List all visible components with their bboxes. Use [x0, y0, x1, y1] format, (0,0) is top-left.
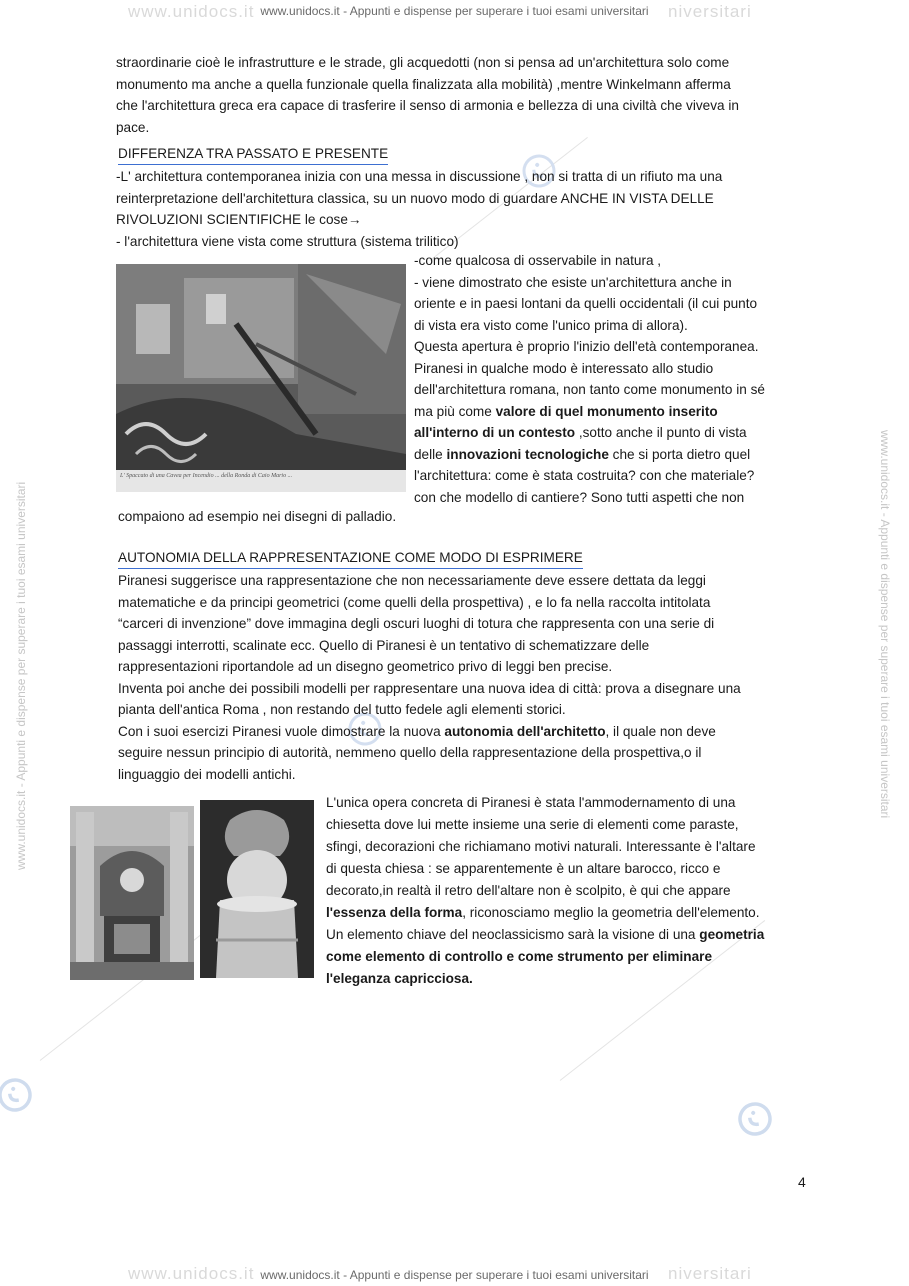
section1-paragraph	[116, 166, 806, 252]
text-line: L'unica opera concreta di Piranesi è stata l'ammodernamento di una	[326, 795, 736, 810]
bold-phrase: valore di quel monumento inserito	[495, 403, 718, 419]
text-line: chiesetta dove lui mette insieme una serie di elementi come paraste,	[326, 817, 739, 832]
bold-phrase: geometria	[699, 927, 765, 942]
text-line: rappresentazioni riportandole ad un disegno geometrico privo di leggi ben precise.	[118, 659, 613, 674]
text-run: Un elemento chiave del neoclassicismo sarà la visione di una	[326, 927, 700, 942]
text-line: Inventa poi anche dei possibili modelli per rappresentare una nuova idea di città: prova a disegnare una	[118, 680, 741, 696]
text-line: compaiono ad esempio nei disegni di palladio.	[118, 509, 397, 524]
text-line: di vista era visto come l'unico prima di allora).	[414, 317, 688, 333]
watermark-logo-icon	[0, 1069, 41, 1122]
altar-front-photo	[70, 806, 194, 980]
text-run: delle	[414, 446, 447, 462]
section2-paragraph	[118, 570, 808, 785]
text-line	[118, 721, 808, 743]
text-line: dell'architettura romana, non tanto come monumento in sé	[414, 382, 765, 397]
text-line: -come qualcosa di osservabile in natura ,	[414, 253, 662, 268]
watermark-right: www.unidocs.it - Appunti e dispense per superare i tuoi esami universitari	[878, 430, 892, 819]
text-line: Questa apertura è proprio l'inizio dell'età contemporanea.	[414, 339, 759, 354]
text-line	[326, 924, 810, 946]
text-line: che l'architettura greca era capace di trasferire il senso di armonia e bellezza di una civiltà che viveva in	[116, 98, 739, 113]
bold-phrase: come elemento di controllo e come strumento per eliminare	[326, 949, 713, 964]
text-run: ,sotto anche il punto di vista	[575, 425, 747, 440]
altar-back-photo	[200, 800, 314, 978]
text-line: RIVOLUZIONI SCIENTIFICHE le cose→	[116, 212, 362, 227]
text-line: con che modello di cantiere? Sono tutti aspetti che non	[414, 489, 745, 505]
text-line: -L' architettura contemporanea inizia con una messa in discussione , non si tratta di un rifiuto ma una	[116, 169, 723, 184]
ghost-watermark-bottom-left: www.unidocs.it	[128, 1264, 255, 1283]
text-line: decorato,in realtà il retro dell'altare non è scolpito, è qui che appare	[326, 883, 731, 898]
watermark-left: www.unidocs.it - Appunti e dispense per superare i tuoi esami universitari	[14, 481, 28, 870]
text-line	[414, 401, 806, 423]
text-run: , riconosciamo meglio la geometria dell'elemento.	[462, 905, 760, 920]
text-line: - l'architettura viene vista come struttura (sistema trilitico)	[116, 233, 459, 249]
text-line	[326, 968, 810, 990]
page-number: 4	[798, 1174, 806, 1190]
ghost-watermark-bottom-right: niversitari	[668, 1264, 752, 1283]
text-line	[326, 902, 810, 924]
text-line: sfingi, decorazioni che richiamano motivi naturali. Interessante è l'altare	[326, 839, 756, 854]
text-line: Piranesi suggerisce una rappresentazione che non necessariamente deve essere dettata da leggi	[118, 573, 706, 588]
text-line: pace.	[116, 119, 150, 135]
bold-phrase: l'eleganza capricciosa.	[326, 971, 473, 986]
text-line: monumento ma anche a quella funzionale quella finalizzata alla mobilità) ,mentre Winkelmann afferma	[116, 76, 731, 92]
text-run: Con i suoi esercizi Piranesi vuole dimostrare la nuova	[118, 723, 445, 739]
piranesi-engraving-image	[116, 264, 406, 492]
bold-phrase: autonomia dell'architetto	[444, 723, 606, 739]
text-line: di questa chiesa : se apparentemente è un altare barocco, ricco e	[326, 861, 721, 876]
bold-phrase: innovazioni tecnologiche	[446, 446, 609, 462]
section-heading-autonomia: AUTONOMIA DELLA RAPPRESENTAZIONE COME MODO DI ESPRIMERE	[118, 548, 583, 569]
text-run: che si porta dietro quel	[608, 446, 751, 462]
text-line: l'architettura: come è stata costruita? con che materiale?	[414, 468, 755, 483]
bold-phrase: l'essenza della forma	[326, 905, 463, 920]
section-heading-differenza: DIFFERENZA TRA PASSATO E PRESENTE	[118, 144, 388, 165]
text-line: oriente e in paesi lontani da quelli occidentali (il cui punto	[414, 296, 758, 311]
text-line	[414, 422, 806, 444]
section1-after-line	[118, 506, 808, 528]
text-run: , il quale non deve	[605, 723, 716, 739]
text-line: “carceri di invenzione” dove immagina degli oscuri luoghi di totura che rappresenta con una serie di	[118, 616, 715, 631]
engraving-caption: L' Spaccato di una Cavea per Incendio ... della Ronda di Caio Mario ...	[120, 473, 293, 479]
section1-side-text	[414, 250, 806, 508]
watermark-logo-icon	[729, 1093, 782, 1146]
text-line	[414, 444, 806, 466]
text-line: seguire nessun principio di autorità, nemmeno quello della rappresentazione della prospettiva,o il	[118, 745, 702, 760]
watermark-top: www.unidocs.it - Appunti e dispense per superare i tuoi esami universitari	[260, 4, 649, 18]
intro-paragraph	[116, 52, 806, 138]
watermark-bottom: www.unidocs.it - Appunti e dispense per superare i tuoi esami universitari	[260, 1268, 649, 1282]
text-line: Piranesi in qualche modo è interessato allo studio	[414, 360, 714, 376]
ghost-watermark-top-right: niversitari	[668, 2, 752, 21]
text-line	[326, 946, 810, 968]
text-line: passaggi interrotti, scalinate ecc. Quello di Piranesi è un tentativo di schematizzare delle	[118, 637, 650, 653]
ghost-watermark-top-left: www.unidocs.it	[128, 2, 255, 21]
section3-paragraph	[326, 792, 810, 990]
text-line: - viene dimostrato che esiste un'architettura anche in	[414, 274, 732, 290]
text-line: pianta dell'antica Roma , non restando del tutto fedele agli elementi storici.	[118, 702, 566, 717]
text-run: ma più come	[414, 403, 496, 419]
bold-phrase: all'interno di un contesto	[414, 425, 576, 440]
text-line: linguaggio dei modelli antichi.	[118, 766, 296, 782]
text-line: matematiche e da principi geometrici (come quelli della prospettiva) , e lo fa nella raccolta intitolata	[118, 594, 711, 610]
text-line: reinterpretazione dell'architettura classica, su un nuovo modo di guardare ANCHE IN VISTA DELLE	[116, 190, 714, 206]
text-line: straordinarie cioè le infrastrutture e le strade, gli acquedotti (non si pensa ad un'architettura solo come	[116, 55, 730, 70]
